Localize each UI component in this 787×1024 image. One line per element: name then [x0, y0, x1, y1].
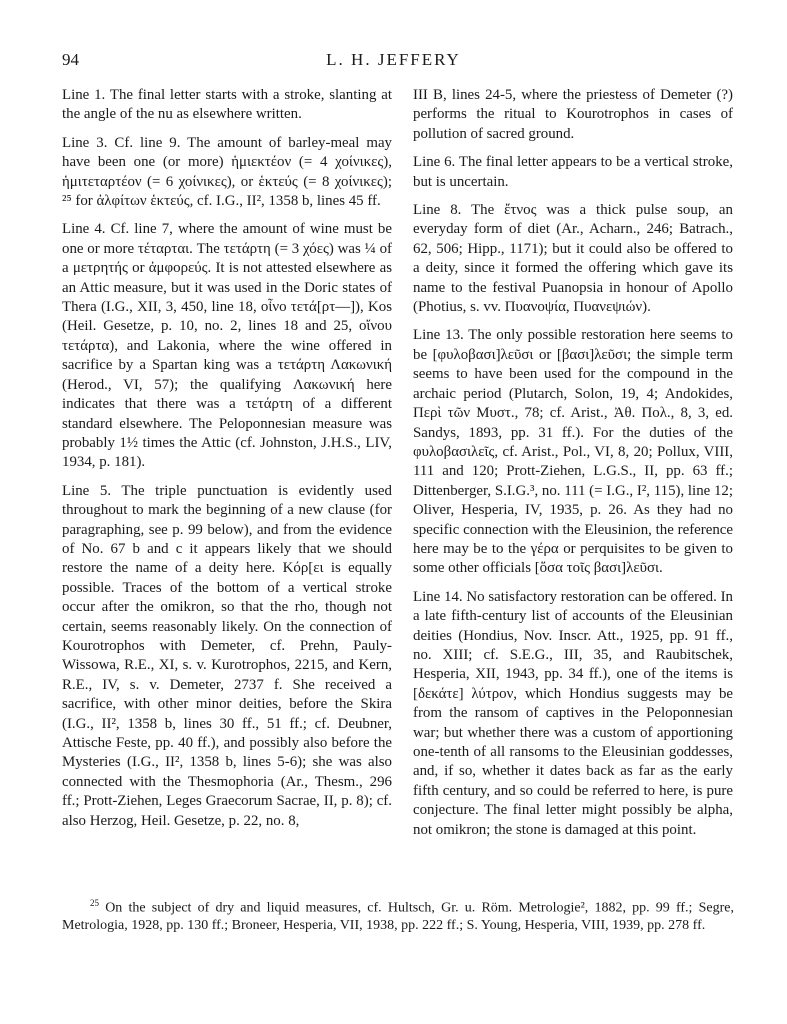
commentary-note [413, 326, 733, 578]
right-column [413, 86, 733, 849]
running-head: L. H. JEFFERY [326, 50, 461, 69]
note-text: The final letter appears to be a vertical stroke, but is uncertain. [413, 154, 733, 190]
continued-note: III B, lines 24-5, where the priestess of Demeter (?) performs the ritual to Kourotrophos in cases of pollution of sacred ground. [413, 87, 733, 142]
footnote-text: On the subject of dry and liquid measures, cf. Hultsch, Gr. u. Röm. Metrologie², 1882, pp. 99 ff.; Segre, Metrologia, 1928, pp. 130 ff.; Broneer, Hesperia, VII, 1938, pp. 222 ff.; S. Young, Hesperia, VIII, 1939, pp. 278 ff. [62, 900, 735, 934]
note-text: Cf. line 7, where the amount of wine must be one or more τέταρται. The τετάρτη (= 3 χόες) was ¼ of a μετρητής or ἀμφορεύς. It is not attested elsewhere as an Attic measure, but it was used in the Doric states of Thera (I.G., XII, 3, 450, line 18, οἶνο τετά[ρτ––]), Kos (Heil. Gesetze, p. 10, no. 2, lines 18 and 25, οἴνου τετάρτα), and Lakonia, where the wine offered in sacrifice by a Spartan king was a τετάρτη Λακωνική (Herod., VI, 57); the qualifying Λακωνική here indicates that there was a τετάρτη of a different standard elsewhere. The Peloponnesian measure was probably 1½ times the Attic (cf. Johnston, J.H.S., LIV, 1934, p. 181). [62, 221, 392, 471]
note-label: Line 14. [413, 588, 463, 605]
commentary-note [413, 588, 733, 840]
page-number: 94 [62, 50, 79, 69]
commentary-note [413, 201, 733, 317]
commentary-note [413, 153, 733, 192]
note-label: Line 1. [62, 87, 106, 103]
left-column [62, 86, 392, 840]
note-label: Line 6. [413, 154, 456, 171]
note-text: The triple punctuation is evidently used throughout to mark the beginning of a new clause (for paragraphing, see p. 99 below), and from the evidence of No. 67 b and c it appears likely that we should restore the name of a deity here. Κόρ[ει is equally possible. Traces of the bottom of a vertical stroke occur after the omikron, so that the rho, though not certain, seems reasonably likely. On the connection of Kourotrophos with Demeter, cf. Prehn, Pauly-Wissowa, R.E., XI, s. v. Kurotrophos, 2215, and Kern, R.E., IV, s. v. Demeter, 2737 f. She received a sacrifice, with other minor deities, before the Skira (I.G., II², 1358 b, lines 30 ff., 51 ff.; cf. Deubner, Attische Feste, pp. 40 ff.), and possibly also before the Mysteries (I.G., II², 1358 b, lines 5-6); she was also connected with the Thesmophoria (Ar., Thesm., 296 ff.; Prott-Ziehen, Leges Graecorum Sacrae, II, p. 8); cf. also Herzog, Heil. Gesetze, p. 22, no. 8, [62, 482, 392, 829]
commentary-note [62, 86, 392, 125]
note-label: Line 8. [413, 202, 462, 219]
note-label: Line 13. [413, 327, 464, 344]
note-text: The ἔτνος was a thick pulse soup, an everyday form of diet (Ar., Acharn., 246; Batrach., 62, 506; Hipp., 1171); but it could also be offered to a deity, since it formed the offering which gave its name to the festival Puanopsia in honour of Apollo (Photius, s. vv. Πυανοψία, Πυανεψιών). [413, 202, 733, 316]
note-label: Line 3. [62, 134, 108, 151]
note-text: The final letter starts with a stroke, slanting at the angle of the nu as elsewhere written. [62, 87, 392, 123]
footnote [62, 895, 734, 935]
note-label: Line 5. [62, 482, 112, 499]
footnote-marker: 25 [90, 898, 99, 908]
note-text: The only possible restoration here seems to be [φυλοβασι]λεῦσι or [βασι]λεῦσι; the simple term seems to have been used for the compound in the archaic period (Plutarch, Solon, 19, 4; Andokides, Περὶ τῶν Μυστ., 78; cf. Arist., Ἀθ. Πολ., 8, 3, ed. Sandys, 1893, pp. 31 ff.). For the duties of the φυλοβασιλεῖς, cf. Arist., Pol., VI, 8, 20; Pollux, VIII, 111 and 120; Prott-Ziehen, L.G.S., II, pp. 63 ff.; Dittenberger, S.I.G.³, no. 111 (= I.G., I², 115), line 12; Oliver, Hesperia, IV, 1935, p. 26. As they had no specific connection with the Eleusinion, the reference here may be to the γέρα or perquisites to be given to some other officials [ὅσα τοῖς βασι]λεῦσι. [413, 327, 734, 577]
note-text: Cf. line 9. The amount of barley-meal may have been one (or more) ἡμιεκτέον (= 4 χοίνικες), ἡμιτεταρτέον (= 6 χοίνικες), or ἑκτεύς (= 8 χοίνικες); ²⁵ for ἀλφίτων ἑκτεύς, cf. I.G., II², 1358 b, lines 45 ff. [62, 134, 393, 210]
commentary-note [62, 220, 392, 472]
commentary-note [62, 482, 392, 831]
note-text: No satisfactory restoration can be offered. In a late fifth-century list of accounts of the Eleusinian deities (Hondius, Nov. Inscr. Att., 1925, pp. 91 ff., no. XIII; cf. S.E.G., III, 35, and Raubitschek, Hesperia, XII, 1943, pp. 34 ff.), one of the items is [δεκάτε] λύτρον, which Hondius suggests may be from the ransom of captives in the Peloponnesian war; but whether there was a custom of apportioning one-tenth of all ransoms to the Eleusinian goddesses, and, if so, whether it dates back as far as the early fifth century, and so could be referred to here, is pure conjecture. The final letter might possibly be alpha, not omikron; the stone is damaged at this point. [413, 588, 733, 838]
commentary-note [62, 134, 392, 212]
note-label: Line 4. [62, 221, 106, 238]
